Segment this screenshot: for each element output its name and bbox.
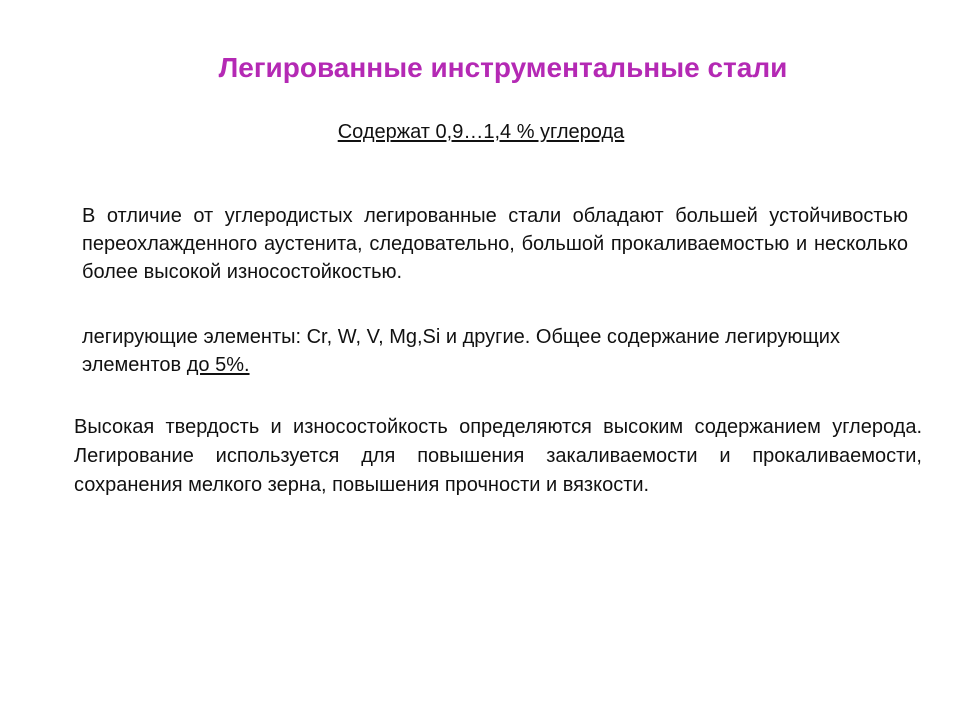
alloy-properties-paragraph: В отличие от углеродистых легированные стали обладают большей устойчивостью переохлажденного аустенита, следовательно, большой прокаливаемостью и несколько более высокой износостойкостью.	[82, 205, 908, 283]
alloying-elements-text: легирующие элементы: Cr, W, V, Mg,Si и другие. Общее содержание легирующих элементов	[82, 326, 840, 376]
alloying-elements-paragraph	[82, 323, 882, 379]
slide-title: Легированные инструментальные стали	[218, 52, 788, 83]
hardness-paragraph: Высокая твердость и износостойкость определяются высоким содержанием углерода. Легирование используется для повышения закаливаемости и прокаливаемости, сохранения мелкого зерна, повышения прочности и вязкости.	[74, 416, 922, 496]
alloying-content-limit: до 5%.	[186, 354, 250, 376]
carbon-content-subtitle: Содержат 0,9…1,4 % углерода	[337, 121, 625, 143]
